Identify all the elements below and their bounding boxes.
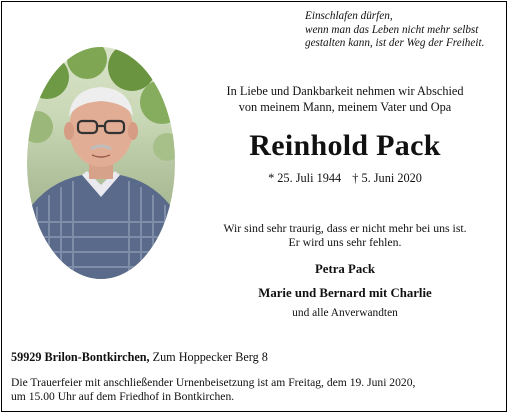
quote-line: Einschlafen dürfen, <box>305 10 393 22</box>
address-street: Zum Hoppecker Berg 8 <box>149 350 268 364</box>
address-line <box>11 350 501 365</box>
address-city: 59929 Brilon-Bontkirchen, <box>11 350 150 364</box>
deceased-name: Reinhold Pack <box>249 129 441 162</box>
mourner-name: Petra Pack <box>314 262 376 276</box>
death-date: † 5. Juni 2020 <box>352 171 422 185</box>
service-line: Die Trauerfeier mit anschließender Urnenbeisetzung ist am Freitag, dem 19. Juni 2020, <box>11 376 416 389</box>
farewell-intro <box>190 84 500 115</box>
quote-line: gestalten kann, ist der Weg der Freiheit. <box>305 37 485 49</box>
life-dates <box>190 171 500 186</box>
condolence-text <box>190 222 500 249</box>
quote-line: wenn man das Leben nicht mehr selbst <box>305 23 479 36</box>
poem-quote <box>305 10 505 51</box>
condolence-line: Wir sind sehr traurig, dass er nicht mehr bei uns ist. <box>223 221 467 235</box>
intro-line: In Liebe und Dankbarkeit nehmen wir Abschied <box>226 84 464 98</box>
service-line: um 15.00 Uhr auf dem Friedhof in Bontkirchen. <box>11 390 235 404</box>
portrait-illustration <box>27 47 175 279</box>
birth-date: * 25. Juli 1944 <box>268 171 342 185</box>
service-info <box>11 376 503 404</box>
mourner-name: Marie und Bernard mit Charlie <box>258 286 432 300</box>
mourner-relatives: und alle Anverwandten <box>292 307 398 319</box>
portrait-photo <box>27 47 175 279</box>
intro-line: von meinem Mann, meinem Vater und Opa <box>238 99 452 114</box>
condolence-line: Er wird uns sehr fehlen. <box>288 234 402 249</box>
